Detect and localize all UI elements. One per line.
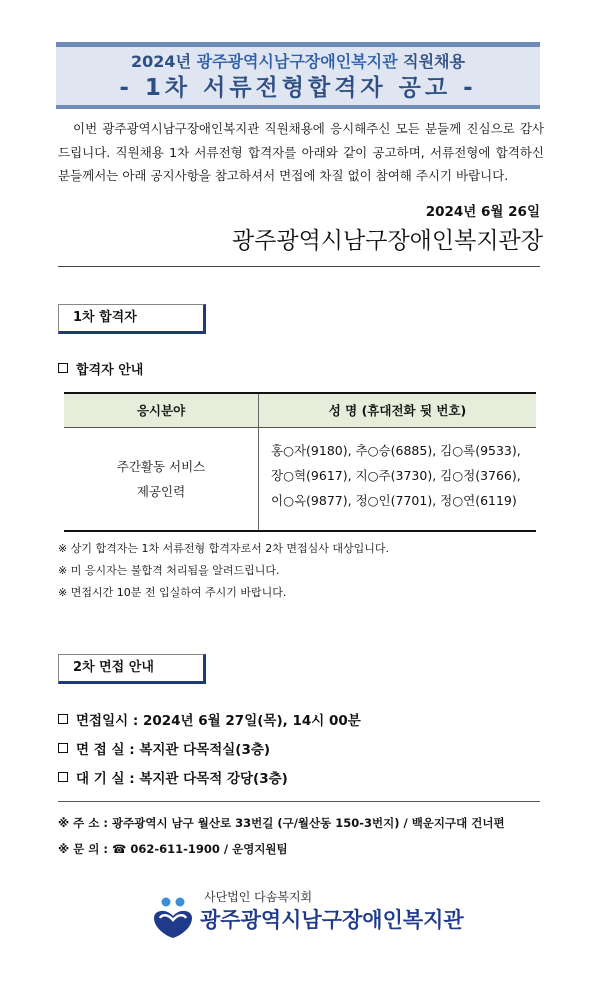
notice-date: 2024년 6월 26일 bbox=[425, 204, 540, 220]
field-line: 주간활동 서비스 bbox=[116, 459, 206, 474]
name-line: 이○옥(9877), 정○인(7701), 정○연(6119) bbox=[271, 493, 517, 508]
interview-item bbox=[58, 765, 361, 794]
interview-item-text: 대 기 실 : 복지관 다목적 강당(3층) bbox=[76, 771, 288, 787]
note-item: ※ 면접시간 10분 전 입실하여 주시기 바랍니다. bbox=[58, 586, 287, 599]
section-tab-accepted: 1차 합격자 bbox=[58, 304, 206, 334]
title-recruit: 직원채용 bbox=[403, 52, 465, 71]
notes-list bbox=[58, 538, 389, 604]
table-header-row bbox=[64, 394, 536, 428]
table-row bbox=[64, 428, 536, 530]
accepted-table bbox=[64, 392, 536, 532]
cell-field bbox=[64, 428, 259, 530]
interview-item bbox=[58, 707, 361, 736]
interview-info bbox=[58, 707, 361, 794]
interview-item-text: 면 접 실 : 복지관 다목적실(3층) bbox=[76, 742, 271, 758]
signature: 광주광역시남구장애인복지관장 bbox=[231, 228, 543, 254]
checkbox-bullet-icon bbox=[58, 363, 68, 373]
subhead-accepted-info bbox=[58, 359, 143, 378]
name-line: 장○혁(9617), 지○주(3730), 김○정(3766), bbox=[271, 468, 521, 483]
divider bbox=[58, 266, 540, 267]
title-year: 2024년 bbox=[131, 52, 192, 71]
note-item: ※ 미 응시자는 불합격 처리됨을 알려드립니다. bbox=[58, 564, 280, 577]
field-line: 제공인력 bbox=[136, 484, 186, 499]
interview-item-text: 면접일시 : 2024년 6월 27일(목), 14시 00분 bbox=[76, 713, 361, 729]
logo-subtitle: 사단법인 다솜복지회 bbox=[204, 890, 313, 904]
divider bbox=[58, 801, 540, 802]
title-banner bbox=[56, 42, 540, 109]
logo-mark-icon bbox=[150, 896, 196, 940]
contact-line: ※ 문 의 : ☎ 062-611-1900 / 운영지원팀 bbox=[58, 842, 288, 856]
checkbox-bullet-icon bbox=[58, 714, 68, 724]
footer-info bbox=[58, 810, 505, 862]
logo-name: 광주광역시남구장애인복지관 bbox=[200, 908, 464, 932]
subhead-label: 합격자 안내 bbox=[76, 363, 144, 378]
header-name: 성 명 (휴대전화 뒷 번호) bbox=[328, 403, 467, 418]
name-line: 홍○자(9180), 추○승(6885), 김○록(9533), bbox=[271, 443, 521, 458]
section-tab-interview: 2차 면접 안내 bbox=[58, 654, 206, 684]
address-line: ※ 주 소 : 광주광역시 남구 월산로 33번길 (구/월산동 150-3번지) / 백운지구대 건너편 bbox=[58, 816, 505, 830]
intro-paragraph: 이번 광주광역시남구장애인복지관 직원채용에 응시해주신 모든 분들께 진심으로 감사드립니다. 직원채용 1차 서류전형 합격자를 아래와 같이 공고하며, 서류전형에 합격하신 분들께서는 아래 공지사항을 참고하셔서 면접에 차질 없이 참여해 주시기 바랍니다. bbox=[58, 121, 544, 183]
note-item: ※ 상기 합격자는 1차 서류전형 합격자로서 2차 면접심사 대상입니다. bbox=[58, 542, 389, 555]
interview-item bbox=[58, 736, 361, 765]
page-title: - 1차 서류전형합격자 공고 - bbox=[119, 75, 477, 101]
org-logo bbox=[150, 888, 470, 944]
checkbox-bullet-icon bbox=[58, 772, 68, 782]
header-field: 응시분야 bbox=[64, 394, 259, 427]
title-org: 광주광역시남구장애인복지관 bbox=[196, 52, 398, 71]
checkbox-bullet-icon bbox=[58, 743, 68, 753]
cell-names bbox=[259, 428, 536, 530]
